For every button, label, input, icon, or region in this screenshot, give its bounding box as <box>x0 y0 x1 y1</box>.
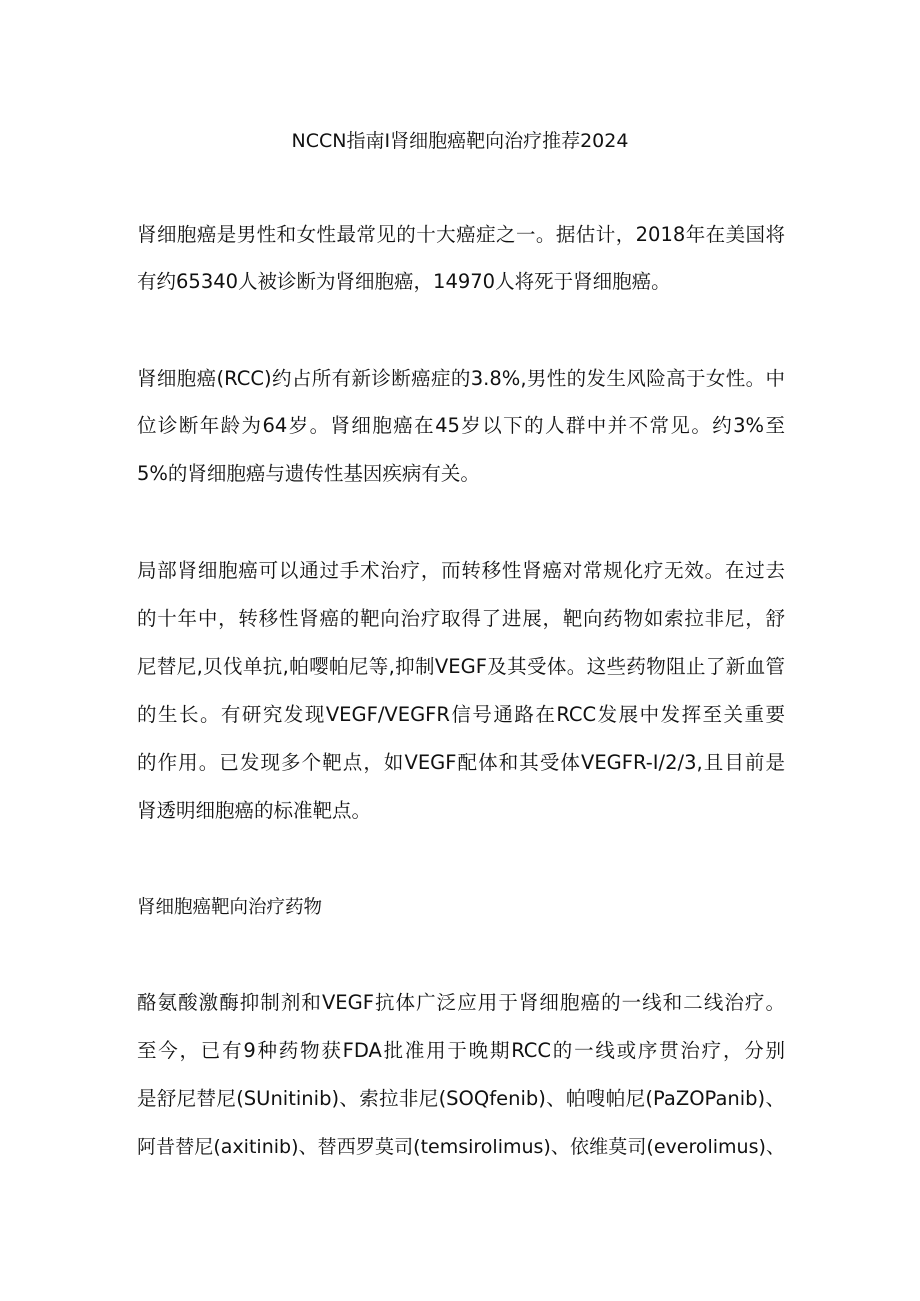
section-heading-text: 肾细胞癌靶向治疗药物 <box>137 897 323 918</box>
paragraph-line: 的十年中，转移性肾癌的靶向治疗取得了进展，靶向药物如索拉非尼，舒 <box>137 607 785 630</box>
paragraph-line: 酪氨酸激酶抑制剂和VEGF抗体广泛应用于肾细胞癌的一线和二线治疗。 <box>137 991 785 1014</box>
paragraph-line: 的作用。已发现多个靶点，如VEGF配体和其受体VEGFR-I/2/3,且目前是 <box>137 751 785 774</box>
paragraph-line: 肾细胞癌是男性和女性最常见的十大癌症之一。据估计，2018年在美国将 <box>137 223 785 246</box>
paragraph-line: 肾细胞癌(RCC)约占所有新诊断癌症的3.8%,男性的发生风险高于女性。中 <box>137 367 785 390</box>
paragraph-line: 位诊断年龄为64岁。肾细胞癌在45岁以下的人群中并不常见。约3%至 <box>137 414 785 437</box>
paragraph-line: 局部肾细胞癌可以通过手术治疗，而转移性肾癌对常规化疗无效。在过去 <box>137 559 785 582</box>
paragraph-line: 尼替尼,贝伐单抗,帕嘤帕尼等,抑制VEGF及其受体。这些药物阻止了新血管 <box>137 655 785 678</box>
paragraph-line: 的生长。有研究发现VEGF/VEGFR信号通路在RCC发展中发挥至关重要 <box>137 703 785 726</box>
paragraph-line: 阿昔替尼(axitinib)、替西罗莫司(temsirolimus)、依维莫司(everolimus)、 <box>137 1136 785 1158</box>
paragraph-line: 至今，已有9种药物获FDA批准用于晚期RCC的一线或序贯治疗，分别 <box>137 1039 785 1062</box>
paragraph-line: 5%的肾细胞癌与遗传性基因疾病有关。 <box>137 462 480 485</box>
document-title: NCCN指南I肾细胞癌靶向治疗推荐2024 <box>291 130 629 152</box>
paragraph-line: 有约65340人被诊断为肾细胞癌，14970人将死于肾细胞癌。 <box>137 270 671 293</box>
paragraph-line: 是舒尼替尼(SUnitinib)、索拉非尼(SOQfenib)、帕嗖帕尼(PaZOPanib)、 <box>137 1087 785 1110</box>
paragraph-line: 肾透明细胞癌的标准靶点。 <box>137 799 372 822</box>
